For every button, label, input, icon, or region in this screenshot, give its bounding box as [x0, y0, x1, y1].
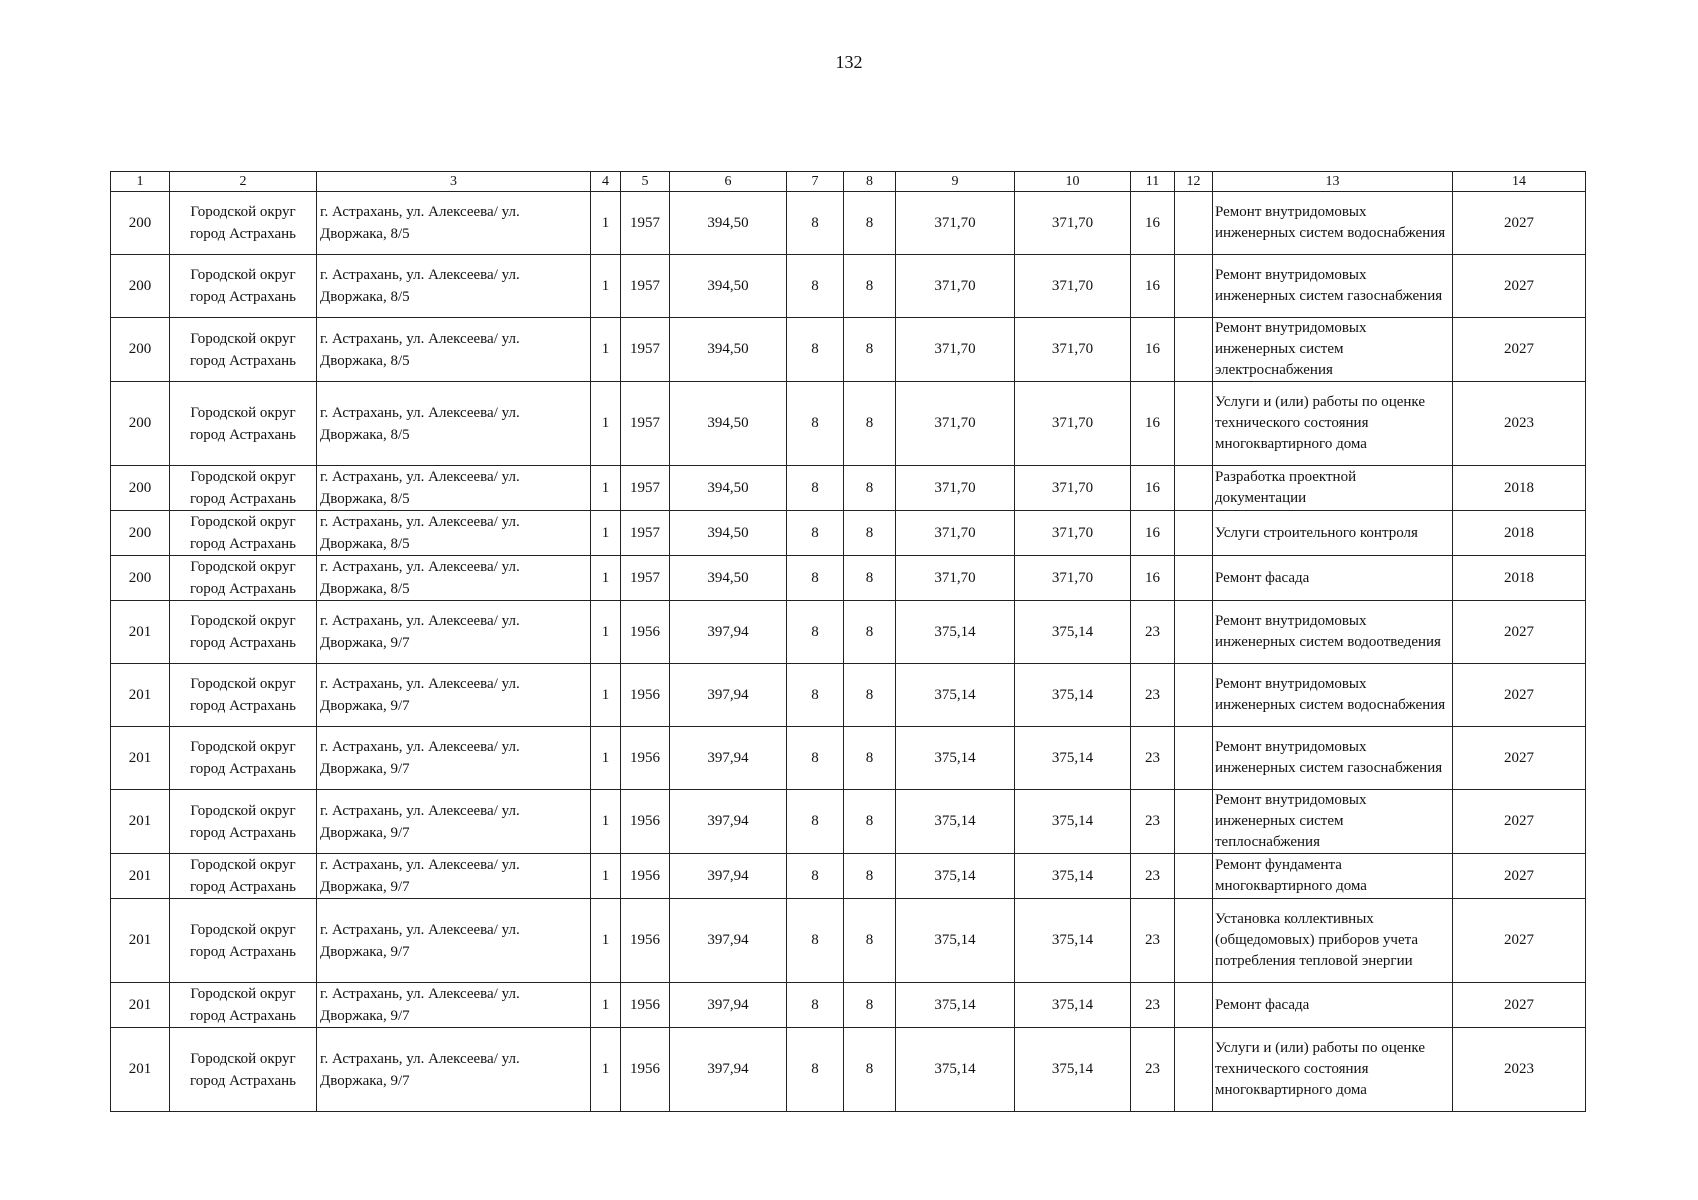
- col9-cell: 375,14: [896, 854, 1015, 899]
- row-number-cell: 200: [111, 255, 170, 318]
- col12-cell: [1175, 466, 1213, 511]
- col4-cell: 1: [591, 382, 621, 466]
- table-row: [111, 318, 1586, 382]
- column-header: 4: [591, 172, 621, 192]
- year-built-cell: 1956: [621, 1028, 670, 1112]
- table-row: [111, 899, 1586, 983]
- col12-cell: [1175, 790, 1213, 854]
- planned-year-cell: 2018: [1453, 556, 1586, 601]
- col8-cell: 8: [844, 983, 896, 1028]
- planned-year-cell: 2027: [1453, 192, 1586, 255]
- col11-cell: 23: [1131, 790, 1175, 854]
- col10-cell: 371,70: [1015, 382, 1131, 466]
- col4-cell: 1: [591, 664, 621, 727]
- col7-cell: 8: [787, 1028, 844, 1112]
- year-built-cell: 1957: [621, 318, 670, 382]
- col7-cell: 8: [787, 983, 844, 1028]
- col4-cell: 1: [591, 466, 621, 511]
- address-cell: г. Астрахань, ул. Алексеева/ ул. Дворжака, 9/7: [317, 854, 591, 899]
- work-type-cell: Ремонт внутридомовых инженерных систем газоснабжения: [1213, 727, 1453, 790]
- work-type-cell: Ремонт внутридомовых инженерных систем теплоснабжения: [1213, 790, 1453, 854]
- col9-cell: 371,70: [896, 255, 1015, 318]
- total-area-cell: 394,50: [670, 255, 787, 318]
- col7-cell: 8: [787, 382, 844, 466]
- work-type-cell: Ремонт фасада: [1213, 556, 1453, 601]
- year-built-cell: 1956: [621, 899, 670, 983]
- col8-cell: 8: [844, 664, 896, 727]
- col9-cell: 375,14: [896, 1028, 1015, 1112]
- municipality-cell: Городской округ город Астрахань: [170, 466, 317, 511]
- total-area-cell: 394,50: [670, 382, 787, 466]
- col12-cell: [1175, 382, 1213, 466]
- column-header: 3: [317, 172, 591, 192]
- col10-cell: 375,14: [1015, 899, 1131, 983]
- municipality-cell: Городской округ город Астрахань: [170, 382, 317, 466]
- municipality-cell: Городской округ город Астрахань: [170, 664, 317, 727]
- year-built-cell: 1957: [621, 466, 670, 511]
- col4-cell: 1: [591, 511, 621, 556]
- capital-repair-table: [110, 171, 1586, 1112]
- col4-cell: 1: [591, 1028, 621, 1112]
- col11-cell: 23: [1131, 1028, 1175, 1112]
- col10-cell: 371,70: [1015, 318, 1131, 382]
- col11-cell: 16: [1131, 318, 1175, 382]
- year-built-cell: 1956: [621, 601, 670, 664]
- page-number: 132: [835, 52, 863, 72]
- work-type-cell: Ремонт фундамента многоквартирного дома: [1213, 854, 1453, 899]
- total-area-cell: 397,94: [670, 983, 787, 1028]
- planned-year-cell: 2023: [1453, 1028, 1586, 1112]
- row-number-cell: 201: [111, 790, 170, 854]
- col10-cell: 375,14: [1015, 854, 1131, 899]
- column-header: 7: [787, 172, 844, 192]
- col4-cell: 1: [591, 318, 621, 382]
- col10-cell: 371,70: [1015, 255, 1131, 318]
- col11-cell: 16: [1131, 556, 1175, 601]
- col11-cell: 16: [1131, 466, 1175, 511]
- col8-cell: 8: [844, 1028, 896, 1112]
- column-header: 2: [170, 172, 317, 192]
- col8-cell: 8: [844, 854, 896, 899]
- col12-cell: [1175, 854, 1213, 899]
- col10-cell: 375,14: [1015, 727, 1131, 790]
- address-cell: г. Астрахань, ул. Алексеева/ ул. Дворжака, 9/7: [317, 983, 591, 1028]
- municipality-cell: Городской округ город Астрахань: [170, 854, 317, 899]
- work-type-cell: Ремонт внутридомовых инженерных систем водоснабжения: [1213, 664, 1453, 727]
- municipality-cell: Городской округ город Астрахань: [170, 727, 317, 790]
- col11-cell: 16: [1131, 255, 1175, 318]
- address-cell: г. Астрахань, ул. Алексеева/ ул. Дворжака, 9/7: [317, 790, 591, 854]
- year-built-cell: 1956: [621, 790, 670, 854]
- year-built-cell: 1957: [621, 382, 670, 466]
- municipality-cell: Городской округ город Астрахань: [170, 192, 317, 255]
- row-number-cell: 201: [111, 727, 170, 790]
- total-area-cell: 397,94: [670, 899, 787, 983]
- year-built-cell: 1957: [621, 255, 670, 318]
- col4-cell: 1: [591, 983, 621, 1028]
- planned-year-cell: 2023: [1453, 382, 1586, 466]
- col8-cell: 8: [844, 556, 896, 601]
- col11-cell: 23: [1131, 899, 1175, 983]
- column-header: 9: [896, 172, 1015, 192]
- planned-year-cell: 2018: [1453, 511, 1586, 556]
- col9-cell: 371,70: [896, 511, 1015, 556]
- work-type-cell: Ремонт внутридомовых инженерных систем водоотведения: [1213, 601, 1453, 664]
- col8-cell: 8: [844, 727, 896, 790]
- address-cell: г. Астрахань, ул. Алексеева/ ул. Дворжака, 8/5: [317, 382, 591, 466]
- col4-cell: 1: [591, 255, 621, 318]
- col10-cell: 371,70: [1015, 466, 1131, 511]
- row-number-cell: 200: [111, 382, 170, 466]
- total-area-cell: 397,94: [670, 601, 787, 664]
- total-area-cell: 394,50: [670, 192, 787, 255]
- total-area-cell: 394,50: [670, 556, 787, 601]
- col4-cell: 1: [591, 727, 621, 790]
- col9-cell: 371,70: [896, 192, 1015, 255]
- total-area-cell: 397,94: [670, 854, 787, 899]
- col7-cell: 8: [787, 664, 844, 727]
- column-header: 6: [670, 172, 787, 192]
- table-row: [111, 664, 1586, 727]
- row-number-cell: 201: [111, 899, 170, 983]
- col7-cell: 8: [787, 601, 844, 664]
- table-body: [111, 192, 1586, 1112]
- address-cell: г. Астрахань, ул. Алексеева/ ул. Дворжака, 9/7: [317, 601, 591, 664]
- total-area-cell: 394,50: [670, 511, 787, 556]
- col4-cell: 1: [591, 601, 621, 664]
- year-built-cell: 1957: [621, 511, 670, 556]
- work-type-cell: Ремонт фасада: [1213, 983, 1453, 1028]
- address-cell: г. Астрахань, ул. Алексеева/ ул. Дворжака, 8/5: [317, 192, 591, 255]
- work-type-cell: Услуги строительного контроля: [1213, 511, 1453, 556]
- col9-cell: 375,14: [896, 664, 1015, 727]
- total-area-cell: 394,50: [670, 466, 787, 511]
- column-header: 10: [1015, 172, 1131, 192]
- year-built-cell: 1956: [621, 727, 670, 790]
- col9-cell: 375,14: [896, 983, 1015, 1028]
- planned-year-cell: 2018: [1453, 466, 1586, 511]
- col9-cell: 375,14: [896, 899, 1015, 983]
- table-row: [111, 255, 1586, 318]
- planned-year-cell: 2027: [1453, 983, 1586, 1028]
- work-type-cell: Ремонт внутридомовых инженерных систем газоснабжения: [1213, 255, 1453, 318]
- address-cell: г. Астрахань, ул. Алексеева/ ул. Дворжака, 8/5: [317, 511, 591, 556]
- col10-cell: 371,70: [1015, 511, 1131, 556]
- row-number-cell: 200: [111, 556, 170, 601]
- col11-cell: 23: [1131, 983, 1175, 1028]
- column-number-row: [111, 172, 1586, 192]
- col8-cell: 8: [844, 318, 896, 382]
- col9-cell: 375,14: [896, 790, 1015, 854]
- table-row: [111, 466, 1586, 511]
- col7-cell: 8: [787, 899, 844, 983]
- table-row: [111, 854, 1586, 899]
- work-type-cell: Ремонт внутридомовых инженерных систем электроснабжения: [1213, 318, 1453, 382]
- col7-cell: 8: [787, 854, 844, 899]
- col7-cell: 8: [787, 727, 844, 790]
- table-row: [111, 601, 1586, 664]
- col4-cell: 1: [591, 899, 621, 983]
- col11-cell: 23: [1131, 727, 1175, 790]
- row-number-cell: 201: [111, 1028, 170, 1112]
- col8-cell: 8: [844, 511, 896, 556]
- col10-cell: 375,14: [1015, 664, 1131, 727]
- col8-cell: 8: [844, 192, 896, 255]
- column-header: 13: [1213, 172, 1453, 192]
- col12-cell: [1175, 511, 1213, 556]
- planned-year-cell: 2027: [1453, 255, 1586, 318]
- table-row: [111, 511, 1586, 556]
- work-type-cell: Ремонт внутридомовых инженерных систем водоснабжения: [1213, 192, 1453, 255]
- table-row: [111, 382, 1586, 466]
- col8-cell: 8: [844, 382, 896, 466]
- address-cell: г. Астрахань, ул. Алексеева/ ул. Дворжака, 9/7: [317, 899, 591, 983]
- total-area-cell: 397,94: [670, 790, 787, 854]
- col10-cell: 371,70: [1015, 192, 1131, 255]
- column-header: 5: [621, 172, 670, 192]
- col10-cell: 371,70: [1015, 556, 1131, 601]
- col10-cell: 375,14: [1015, 601, 1131, 664]
- col7-cell: 8: [787, 318, 844, 382]
- col12-cell: [1175, 318, 1213, 382]
- col10-cell: 375,14: [1015, 1028, 1131, 1112]
- planned-year-cell: 2027: [1453, 854, 1586, 899]
- municipality-cell: Городской округ город Астрахань: [170, 255, 317, 318]
- col4-cell: 1: [591, 854, 621, 899]
- municipality-cell: Городской округ город Астрахань: [170, 983, 317, 1028]
- address-cell: г. Астрахань, ул. Алексеева/ ул. Дворжака, 8/5: [317, 318, 591, 382]
- year-built-cell: 1957: [621, 192, 670, 255]
- table-row: [111, 727, 1586, 790]
- planned-year-cell: 2027: [1453, 899, 1586, 983]
- municipality-cell: Городской округ город Астрахань: [170, 556, 317, 601]
- address-cell: г. Астрахань, ул. Алексеева/ ул. Дворжака, 9/7: [317, 1028, 591, 1112]
- col11-cell: 16: [1131, 511, 1175, 556]
- row-number-cell: 201: [111, 983, 170, 1028]
- table-row: [111, 983, 1586, 1028]
- col12-cell: [1175, 255, 1213, 318]
- row-number-cell: 200: [111, 318, 170, 382]
- municipality-cell: Городской округ город Астрахань: [170, 899, 317, 983]
- planned-year-cell: 2027: [1453, 318, 1586, 382]
- column-header: 8: [844, 172, 896, 192]
- col7-cell: 8: [787, 790, 844, 854]
- col7-cell: 8: [787, 466, 844, 511]
- col9-cell: 371,70: [896, 466, 1015, 511]
- municipality-cell: Городской округ город Астрахань: [170, 318, 317, 382]
- municipality-cell: Городской округ город Астрахань: [170, 790, 317, 854]
- table-row: [111, 1028, 1586, 1112]
- row-number-cell: 201: [111, 601, 170, 664]
- year-built-cell: 1956: [621, 983, 670, 1028]
- row-number-cell: 200: [111, 511, 170, 556]
- planned-year-cell: 2027: [1453, 790, 1586, 854]
- col9-cell: 375,14: [896, 727, 1015, 790]
- municipality-cell: Городской округ город Астрахань: [170, 511, 317, 556]
- year-built-cell: 1957: [621, 556, 670, 601]
- col11-cell: 16: [1131, 192, 1175, 255]
- table-row: [111, 790, 1586, 854]
- work-type-cell: Услуги и (или) работы по оценке технического состояния многоквартирного дома: [1213, 1028, 1453, 1112]
- col12-cell: [1175, 1028, 1213, 1112]
- col12-cell: [1175, 601, 1213, 664]
- column-header: 14: [1453, 172, 1586, 192]
- col4-cell: 1: [591, 556, 621, 601]
- table-row: [111, 192, 1586, 255]
- address-cell: г. Астрахань, ул. Алексеева/ ул. Дворжака, 8/5: [317, 556, 591, 601]
- work-type-cell: Установка коллективных (общедомовых) приборов учета потребления тепловой энергии: [1213, 899, 1453, 983]
- address-cell: г. Астрахань, ул. Алексеева/ ул. Дворжака, 8/5: [317, 466, 591, 511]
- work-type-cell: Услуги и (или) работы по оценке технического состояния многоквартирного дома: [1213, 382, 1453, 466]
- col7-cell: 8: [787, 255, 844, 318]
- col12-cell: [1175, 983, 1213, 1028]
- col8-cell: 8: [844, 790, 896, 854]
- row-number-cell: 200: [111, 466, 170, 511]
- planned-year-cell: 2027: [1453, 727, 1586, 790]
- col9-cell: 371,70: [896, 318, 1015, 382]
- total-area-cell: 397,94: [670, 727, 787, 790]
- year-built-cell: 1956: [621, 854, 670, 899]
- municipality-cell: Городской округ город Астрахань: [170, 601, 317, 664]
- col10-cell: 375,14: [1015, 790, 1131, 854]
- column-header: 11: [1131, 172, 1175, 192]
- work-type-cell: Разработка проектной документации: [1213, 466, 1453, 511]
- address-cell: г. Астрахань, ул. Алексеева/ ул. Дворжака, 9/7: [317, 727, 591, 790]
- year-built-cell: 1956: [621, 664, 670, 727]
- row-number-cell: 200: [111, 192, 170, 255]
- col8-cell: 8: [844, 255, 896, 318]
- row-number-cell: 201: [111, 854, 170, 899]
- col10-cell: 375,14: [1015, 983, 1131, 1028]
- col7-cell: 8: [787, 556, 844, 601]
- municipality-cell: Городской округ город Астрахань: [170, 1028, 317, 1112]
- col12-cell: [1175, 664, 1213, 727]
- col8-cell: 8: [844, 601, 896, 664]
- column-header: 1: [111, 172, 170, 192]
- col8-cell: 8: [844, 899, 896, 983]
- col12-cell: [1175, 192, 1213, 255]
- row-number-cell: 201: [111, 664, 170, 727]
- col11-cell: 23: [1131, 601, 1175, 664]
- col7-cell: 8: [787, 192, 844, 255]
- col9-cell: 375,14: [896, 601, 1015, 664]
- address-cell: г. Астрахань, ул. Алексеева/ ул. Дворжака, 9/7: [317, 664, 591, 727]
- col8-cell: 8: [844, 466, 896, 511]
- col9-cell: 371,70: [896, 556, 1015, 601]
- total-area-cell: 394,50: [670, 318, 787, 382]
- col7-cell: 8: [787, 511, 844, 556]
- planned-year-cell: 2027: [1453, 664, 1586, 727]
- col12-cell: [1175, 899, 1213, 983]
- col4-cell: 1: [591, 790, 621, 854]
- column-header: 12: [1175, 172, 1213, 192]
- col11-cell: 23: [1131, 854, 1175, 899]
- total-area-cell: 397,94: [670, 664, 787, 727]
- col9-cell: 371,70: [896, 382, 1015, 466]
- table-row: [111, 556, 1586, 601]
- col12-cell: [1175, 556, 1213, 601]
- col4-cell: 1: [591, 192, 621, 255]
- col12-cell: [1175, 727, 1213, 790]
- col11-cell: 23: [1131, 664, 1175, 727]
- address-cell: г. Астрахань, ул. Алексеева/ ул. Дворжака, 8/5: [317, 255, 591, 318]
- total-area-cell: 397,94: [670, 1028, 787, 1112]
- col11-cell: 16: [1131, 382, 1175, 466]
- planned-year-cell: 2027: [1453, 601, 1586, 664]
